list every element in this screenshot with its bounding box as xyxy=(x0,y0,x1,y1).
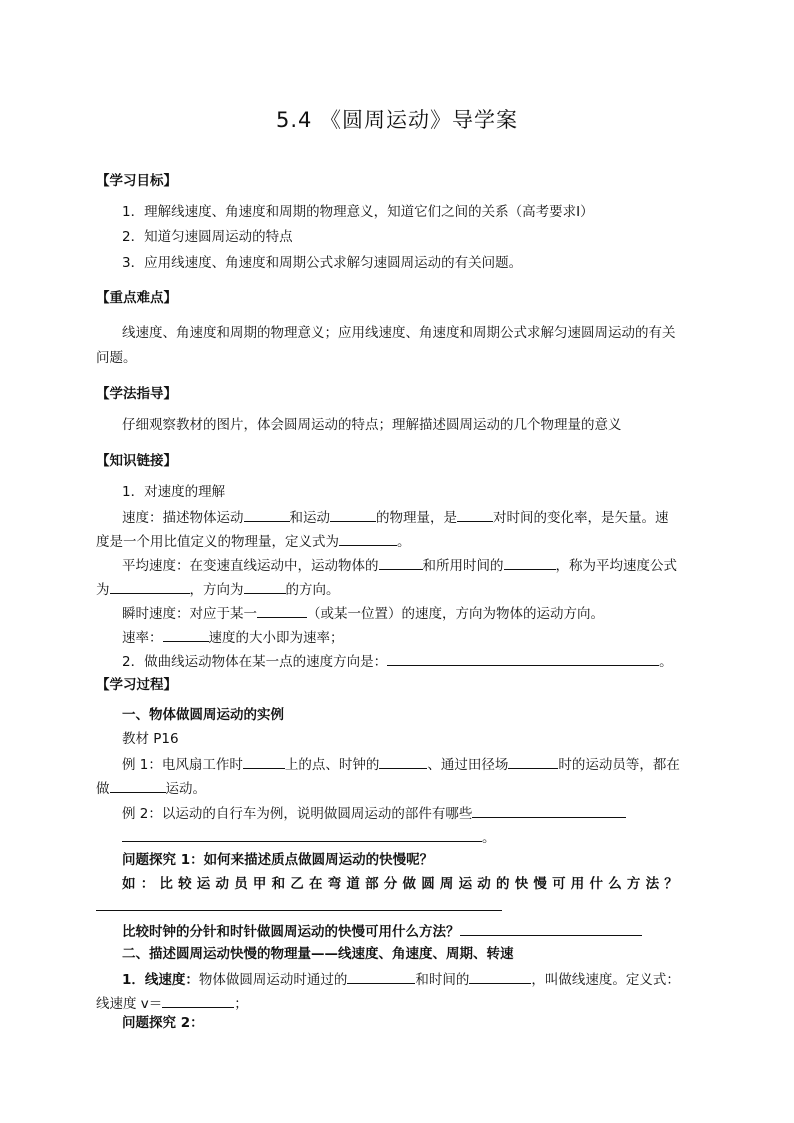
question-1-clock-line xyxy=(122,921,642,941)
blank-field[interactable] xyxy=(110,778,166,793)
method-heading: 【学法指导】 xyxy=(96,386,177,402)
blank-field[interactable] xyxy=(244,507,290,522)
page-title: 5.4 《圆周运动》导学案 xyxy=(275,108,519,132)
lin-line2-text-a: 线速度 v＝ xyxy=(96,996,163,1012)
inst-text-b: （或某一位置）的速度，方向为物体的运动方向。 xyxy=(307,606,604,622)
method-text: 仔细观察教材的图片，体会圆周运动的特点；理解描述圆周运动的几个物理量的意义 xyxy=(122,417,622,433)
question-2: 问题探究 2： xyxy=(122,1015,204,1031)
question-1-answer-line xyxy=(96,896,502,916)
blank-field[interactable] xyxy=(379,754,427,769)
blank-field[interactable] xyxy=(339,531,397,546)
blank-field[interactable] xyxy=(257,603,307,618)
knowledge-heading: 【知识链接】 xyxy=(96,453,177,469)
knowledge-item-1: 1．对速度的理解 xyxy=(122,484,226,500)
blank-field[interactable] xyxy=(244,579,286,594)
speed-text-a: 速度：描述物体运动 xyxy=(122,510,244,526)
example-1-line xyxy=(122,754,680,774)
avg-text-c: ，称为平均速度公式 xyxy=(555,558,677,574)
section-2-heading: 二、描述圆周运动快慢的物理量——线速度、角速度、周期、转速 xyxy=(122,946,514,962)
ex1-text-d: 时的运动员等，都在 xyxy=(558,757,680,773)
lin-text-d: ，叫做线速度。定义式： xyxy=(531,972,680,988)
ex2-text: 例 2：以运动的自行车为例，说明做圆周运动的部件有哪些 xyxy=(122,806,473,822)
item2-text-a: 2．做曲线运动物体在某一点的速度方向是： xyxy=(122,654,388,670)
inst-text-a: 瞬时速度：对应于某一 xyxy=(122,606,257,622)
speed-definition-line xyxy=(122,507,669,527)
ex2-end: 。 xyxy=(482,830,496,846)
key-points-text-cont: 问题。 xyxy=(96,350,137,366)
example-1-line-2 xyxy=(96,778,206,798)
question-1-clock: 比较时钟的分针和时针做圆周运动的快慢可用什么方法？ xyxy=(122,924,460,940)
blank-field[interactable] xyxy=(457,507,493,522)
blank-field[interactable] xyxy=(508,754,558,769)
question-1: 问题探究 1：如何来描述质点做圆周运动的快慢呢？ xyxy=(122,852,434,868)
blank-field[interactable] xyxy=(243,754,285,769)
blank-field[interactable] xyxy=(347,969,415,984)
linear-velocity-line xyxy=(122,969,680,989)
lin-line2-text-b: ； xyxy=(234,996,248,1012)
avg-text-a: 平均速度：在变速直线运动中，运动物体的 xyxy=(122,558,379,574)
rate-line xyxy=(122,627,344,647)
knowledge-item-2 xyxy=(122,651,673,671)
speed-line2-text-a: 度是一个用比值定义的物理量，定义式为 xyxy=(96,534,339,550)
instant-speed-line xyxy=(122,603,604,623)
blank-field[interactable] xyxy=(163,627,209,642)
blank-field[interactable] xyxy=(460,921,642,936)
process-heading: 【学习过程】 xyxy=(96,677,177,693)
blank-field[interactable] xyxy=(379,555,423,570)
blank-field[interactable] xyxy=(387,651,659,666)
section-1-heading: 一、物体做圆周运动的实例 xyxy=(122,707,284,723)
avg-line2-text-b: ，方向为 xyxy=(189,582,244,598)
avg-text-b: 和所用时间的 xyxy=(422,558,504,574)
avg-line2-text-a: 为 xyxy=(96,582,110,598)
speed-definition-line-2 xyxy=(96,531,411,551)
lin-text-c: 和时间的 xyxy=(415,972,470,988)
ex1-text-a: 例 1：电风扇工作时 xyxy=(122,757,243,773)
average-speed-line xyxy=(122,555,677,575)
blank-field[interactable] xyxy=(330,507,376,522)
goal-item: 3．应用线速度、角速度和周期公式求解匀速圆周运动的有关问题。 xyxy=(122,255,523,271)
avg-line2-text-c: 的方向。 xyxy=(285,582,340,598)
blank-field[interactable] xyxy=(469,969,531,984)
lin-text-a: 1．线速度： xyxy=(122,972,199,988)
blank-field[interactable] xyxy=(110,579,190,594)
blank-field[interactable] xyxy=(122,827,482,842)
goals-heading: 【学习目标】 xyxy=(96,173,177,189)
blank-field[interactable] xyxy=(96,896,502,911)
key-points-text: 线速度、角速度和周期的物理意义；应用线速度、角速度和周期公式求解匀速圆周运动的有关 xyxy=(122,325,676,341)
goal-item: 2．知道匀速圆周运动的特点 xyxy=(122,229,293,245)
linear-velocity-line-2 xyxy=(96,993,248,1013)
textbook-ref: 教材 P16 xyxy=(122,731,179,747)
speed-line2-text-b: 。 xyxy=(397,534,411,550)
ex1-text-c: 、通过田径场 xyxy=(427,757,509,773)
example-2-line-2 xyxy=(122,827,496,847)
blank-field[interactable] xyxy=(504,555,556,570)
speed-text-c: 的物理量，是 xyxy=(376,510,457,526)
average-speed-line-2 xyxy=(96,579,340,599)
blank-field[interactable] xyxy=(162,993,234,1008)
lin-text-b: 物体做圆周运动时通过的 xyxy=(198,972,348,988)
question-1-example-line xyxy=(122,875,697,893)
rate-text-a: 速率： xyxy=(122,630,163,646)
speed-text-d: 对时间的变化率，是矢量。速 xyxy=(493,510,669,526)
key-points-heading: 【重点难点】 xyxy=(96,290,177,306)
rate-text-b: 速度的大小即为速率； xyxy=(208,630,344,646)
ex1-line2-text-b: 运动。 xyxy=(165,781,206,797)
speed-text-b: 和运动 xyxy=(289,510,330,526)
ex1-line2-text-a: 做 xyxy=(96,781,110,797)
goal-item: 1．理解线速度、角速度和周期的物理意义，知道它们之间的关系（高考要求Ⅰ） xyxy=(122,204,594,220)
item2-text-b: 。 xyxy=(659,654,673,670)
blank-field[interactable] xyxy=(472,803,626,818)
question-1-example: 如：比较运动员甲和乙在弯道部分做圆周运动的快慢可用什么方法？ xyxy=(122,876,683,892)
ex1-text-b: 上的点、时钟的 xyxy=(284,757,380,773)
example-2-line xyxy=(122,803,626,823)
